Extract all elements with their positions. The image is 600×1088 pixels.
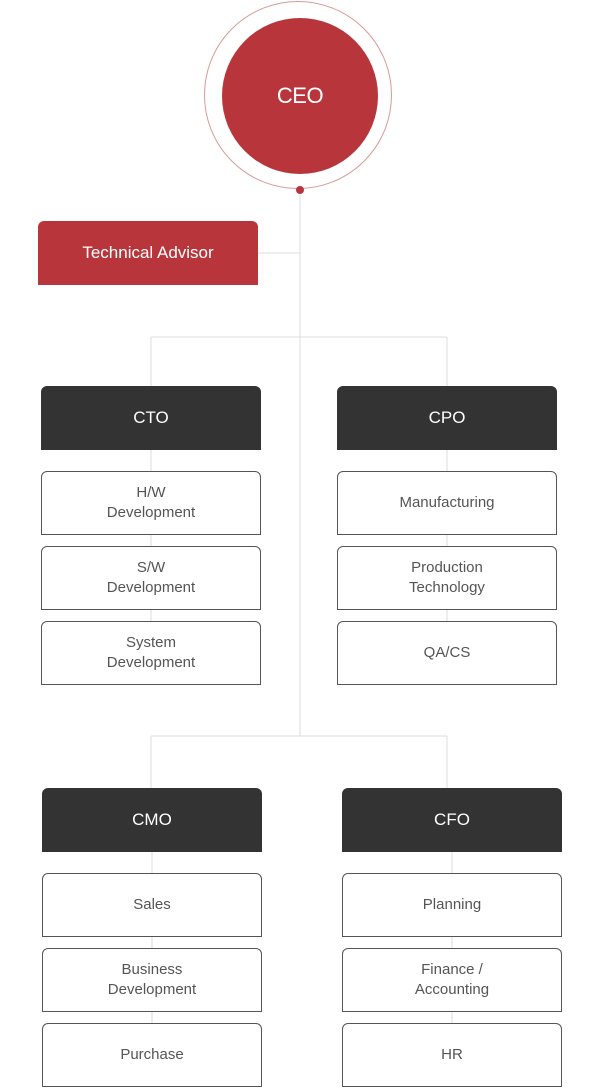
technical-advisor-node [38, 221, 258, 285]
cmo-unit-purchase: Purchase [42, 1023, 262, 1087]
cto-label: CTO [133, 408, 169, 427]
cfo-unit-planning: Planning [342, 873, 562, 937]
cpo-label: CPO [428, 408, 466, 427]
cto-unit-sw-development: S/W Development [41, 546, 261, 610]
cmo-unit-business-development: Business Development [42, 948, 262, 1012]
cto-unit-system-development: System Development [41, 621, 261, 685]
cto-unit-hw-development: H/W Development [41, 471, 261, 535]
technical-advisor-label: Technical Advisor [82, 243, 214, 262]
cfo-label: CFO [434, 810, 470, 829]
cmo-label: CMO [132, 810, 172, 829]
cto-node [41, 386, 261, 450]
ceo-label: CEO [276, 83, 324, 108]
ceo-node [222, 18, 378, 174]
cmo-unit-sales: Sales [42, 873, 262, 937]
cpo-unit-manufacturing: Manufacturing [337, 471, 557, 535]
ceo-connector-dot [296, 186, 304, 194]
cfo-node [342, 788, 562, 852]
cfo-unit-finance-accounting: Finance / Accounting [342, 948, 562, 1012]
cpo-node [337, 386, 557, 450]
cmo-node [42, 788, 262, 852]
cpo-unit-qa-cs: QA/CS [337, 621, 557, 685]
cfo-unit-hr: HR [342, 1023, 562, 1087]
cpo-unit-production-technology: Production Technology [337, 546, 557, 610]
